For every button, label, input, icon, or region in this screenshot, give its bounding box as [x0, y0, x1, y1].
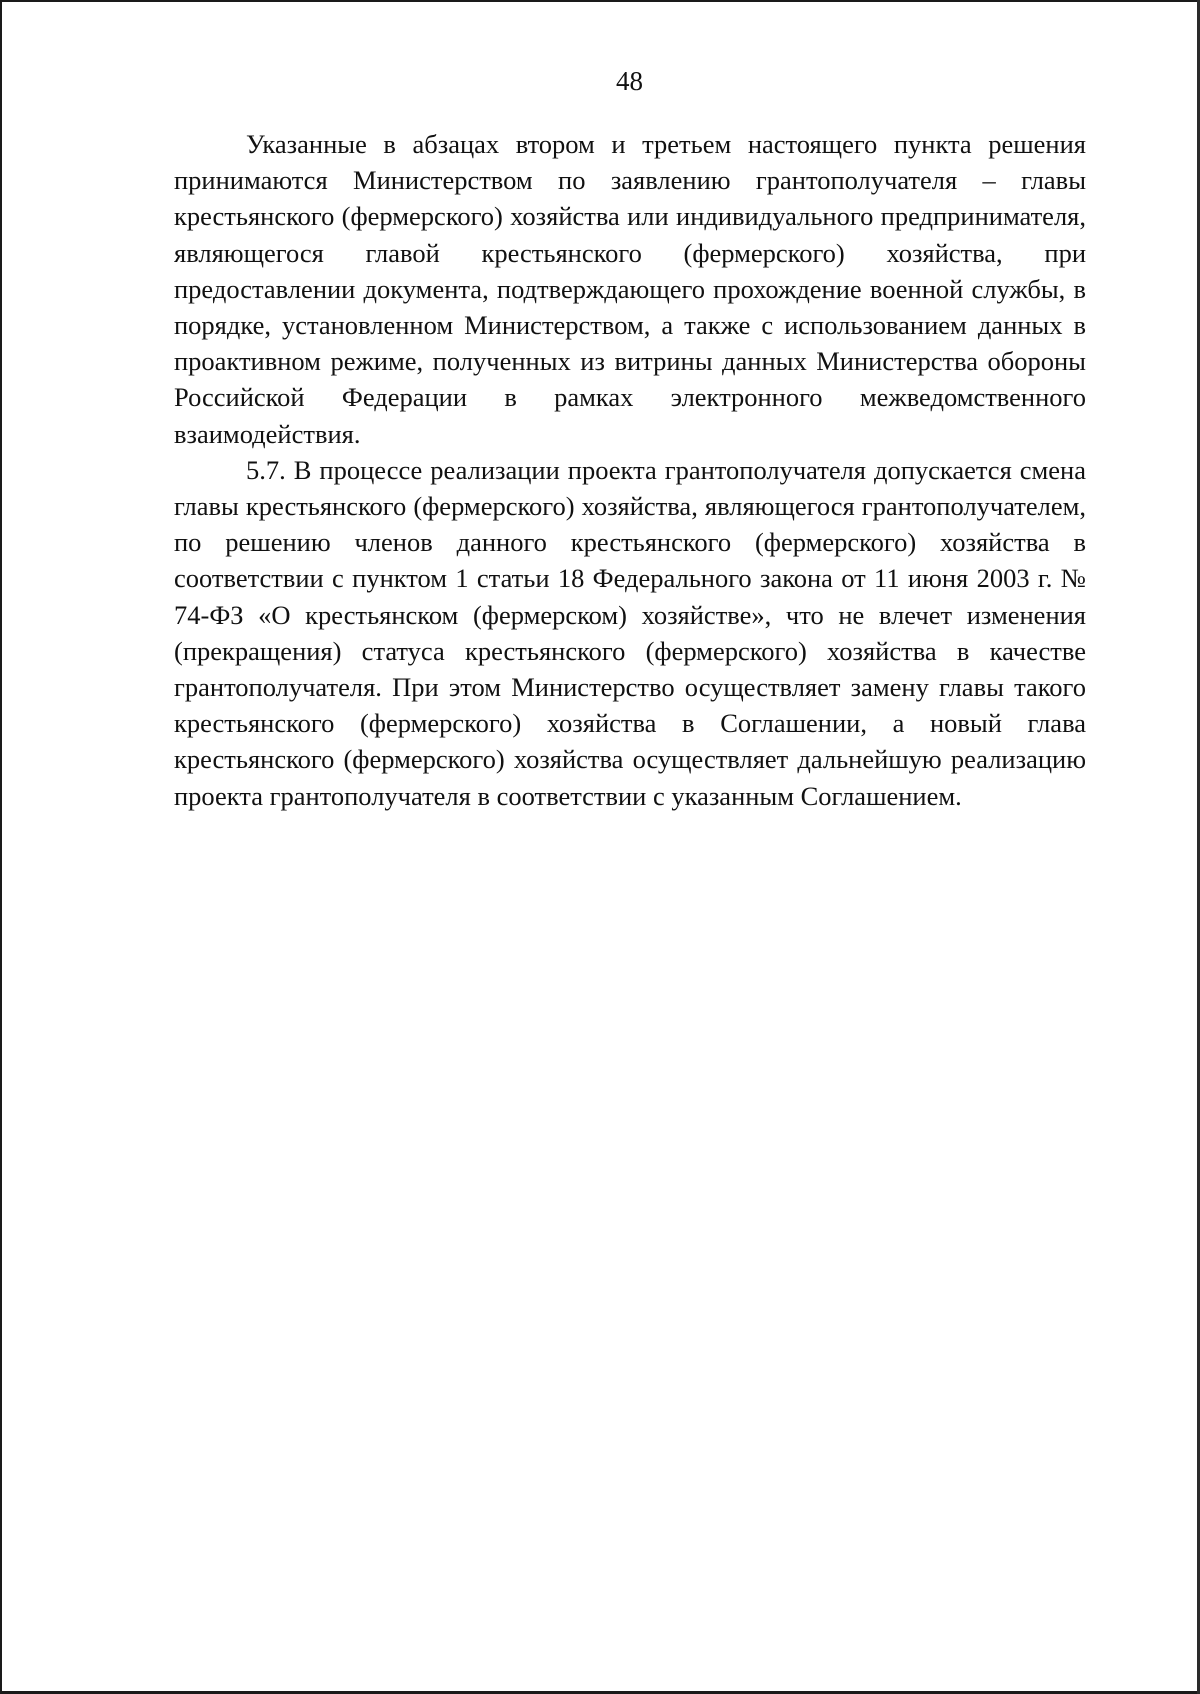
page-number: 48: [616, 66, 643, 96]
document-body: [174, 126, 1086, 814]
paragraph-5-7-change-of-head: 5.7. В процессе реализации проекта грантополучателя допускается смена главы крестьянского (фермерского) хозяйства, являющегося грантополучателем, по решению членов данного крестьянского (фермерского) хозяйства в соответствии с пунктом 1 статьи 18 Федерального закона от 11 июня 2003 г. № 74-ФЗ «О крестьянском (фермерском) хозяйстве», что не влечет изменения (прекращения) статуса крестьянского (фермерского) хозяйства в качестве грантополучателя. При этом Министерство осуществляет замену главы такого крестьянского (фермерского) хозяйства в Соглашении, а новый глава крестьянского (фермерского) хозяйства осуществляет дальнейшую реализацию проекта грантополучателя в соответствии с указанным Соглашением.: [174, 454, 1086, 811]
paragraph-military-service-decisions: Указанные в абзацах втором и третьем настоящего пункта решения принимаются Министерством по заявлению грантополучателя – главы крестьянского (фермерского) хозяйства или индивидуального предпринимателя, являющегося главой крестьянского (фермерского) хозяйства, при предоставлении документа, подтверждающего прохождение военной службы, в порядке, установленном Министерством, а также с использованием данных в проактивном режиме, полученных из витрины данных Министерства обороны Российской Федерации в рамках электронного межведомственного взаимодействия.: [174, 129, 1086, 449]
